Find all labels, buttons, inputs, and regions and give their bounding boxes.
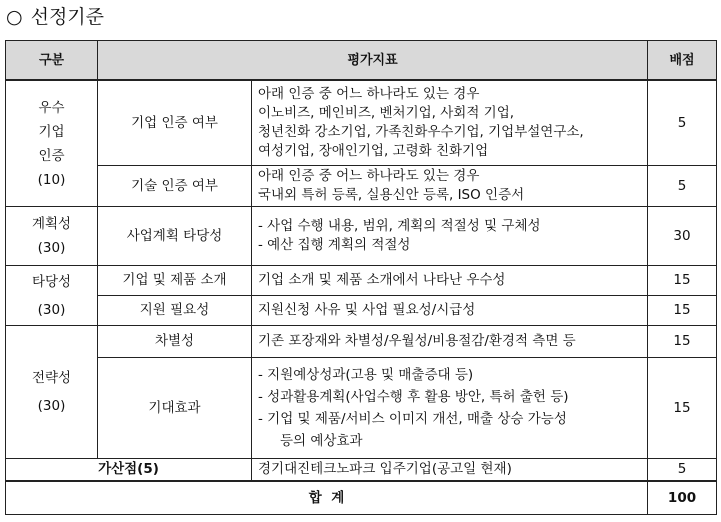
section-title-text: 선정기준 xyxy=(30,6,105,28)
desc-cell xyxy=(252,166,648,207)
header-row xyxy=(6,41,717,81)
total-row xyxy=(6,481,717,515)
score-cell: 15 xyxy=(648,326,717,358)
item-cell: 기대효과 xyxy=(98,358,252,459)
desc-cell xyxy=(252,207,648,266)
desc-line: 청년친화 강소기업, 가족친화우수기업, 기업부설연구소, xyxy=(258,124,584,140)
desc-cell: 경기대진테크노파크 입주기업(공고일 현재) xyxy=(252,459,648,482)
table-row xyxy=(6,326,717,358)
desc-line: - 지원예상성과(고용 및 매출증대 등) xyxy=(258,367,474,383)
item-cell: 기업 및 제품 소개 xyxy=(98,266,252,296)
category-line: 전략성 xyxy=(31,370,72,386)
total-score: 100 xyxy=(648,481,717,515)
category-line: 계획성 xyxy=(31,216,72,232)
section-title xyxy=(6,4,104,30)
category-line: 기업 xyxy=(38,123,65,140)
item-cell: 기업 인증 여부 xyxy=(98,80,252,166)
category-cell xyxy=(6,266,98,326)
desc-line: 국내외 특허 등록, 실용신안 등록, ISO 인증서 xyxy=(258,187,525,203)
score-cell: 30 xyxy=(648,207,717,266)
table-row xyxy=(6,207,717,266)
score-cell: 5 xyxy=(648,80,717,166)
item-cell: 차별성 xyxy=(98,326,252,358)
score-cell: 5 xyxy=(648,459,717,482)
bonus-label: 가산점(5) xyxy=(6,459,252,482)
table-row xyxy=(6,459,717,482)
item-cell: 사업계획 타당성 xyxy=(98,207,252,266)
desc-line: - 사업 수행 내용, 범위, 계획의 적절성 및 구체성 xyxy=(258,218,541,234)
score-cell: 15 xyxy=(648,358,717,459)
category-cell xyxy=(6,207,98,266)
category-line: 타당성 xyxy=(31,273,72,290)
category-line: 우수 xyxy=(38,99,65,116)
category-cell xyxy=(6,326,98,459)
category-line: (10) xyxy=(37,171,66,188)
header-score: 배점 xyxy=(648,41,717,81)
header-indicator: 평가지표 xyxy=(98,41,648,81)
score-cell: 15 xyxy=(648,266,717,296)
desc-line: 이노비즈, 메인비즈, 벤처기업, 사회적 기업, xyxy=(258,105,515,121)
item-cell: 기술 인증 여부 xyxy=(98,166,252,207)
category-cell xyxy=(6,80,98,207)
score-cell: 5 xyxy=(648,166,717,207)
table-row xyxy=(6,166,717,207)
desc-line: 등의 예상효과 xyxy=(280,433,363,449)
total-label: 합 계 xyxy=(6,481,648,515)
category-line: (30) xyxy=(37,398,66,414)
circle-bullet-icon: ○ xyxy=(6,6,23,28)
item-cell: 지원 필요성 xyxy=(98,296,252,326)
desc-cell xyxy=(252,80,648,166)
desc-line: 여성기업, 장애인기업, 고령화 친화기업 xyxy=(258,143,489,159)
table-row xyxy=(6,266,717,296)
desc-cell xyxy=(252,358,648,459)
desc-cell: 지원신청 사유 및 사업 필요성/시급성 xyxy=(252,296,648,326)
table-row xyxy=(6,296,717,326)
category-line: 인증 xyxy=(38,147,65,164)
desc-cell: 기존 포장재와 차별성/우월성/비용절감/환경적 측면 등 xyxy=(252,326,648,358)
table-row xyxy=(6,358,717,459)
category-line: (30) xyxy=(37,301,66,318)
desc-line: - 성과활용계획(사업수행 후 활용 방안, 특허 출헌 등) xyxy=(258,389,569,405)
desc-line: - 예산 집행 계획의 적절성 xyxy=(258,237,411,253)
category-line: (30) xyxy=(37,240,66,256)
desc-cell: 기업 소개 및 제품 소개에서 나타난 우수성 xyxy=(252,266,648,296)
desc-line: - 기업 및 제품/서비스 이미지 개선, 매출 상승 가능성 xyxy=(258,411,567,427)
score-cell: 15 xyxy=(648,296,717,326)
desc-line: 아래 인증 중 어느 하나라도 있는 경우 xyxy=(258,86,480,102)
desc-line: 아래 인증 중 어느 하나라도 있는 경우 xyxy=(258,168,480,184)
header-category: 구분 xyxy=(6,41,98,81)
table-row xyxy=(6,80,717,166)
criteria-table xyxy=(5,40,717,515)
